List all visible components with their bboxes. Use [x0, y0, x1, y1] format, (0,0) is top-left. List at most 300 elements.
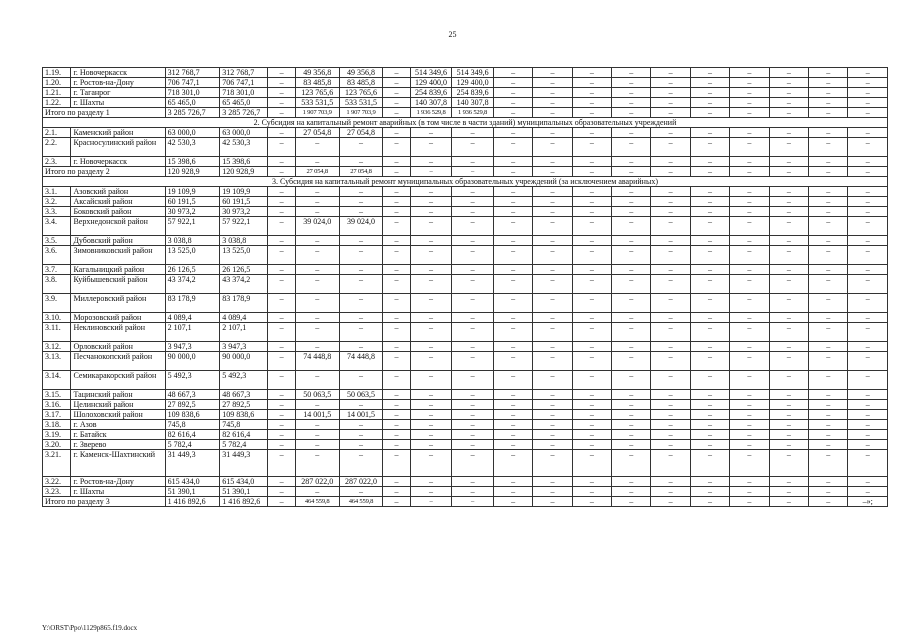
- total-label: Итого по разделу 3: [43, 497, 166, 507]
- table-cell: –: [452, 294, 494, 313]
- table-cell: –: [383, 352, 410, 371]
- table-cell: –: [295, 207, 339, 217]
- table-cell: –: [533, 265, 572, 275]
- table-cell: –: [493, 78, 532, 88]
- table-cell: –: [383, 138, 410, 157]
- table-cell: –: [295, 313, 339, 323]
- table-cell: –: [690, 187, 729, 197]
- table-cell: –: [730, 236, 769, 246]
- table-cell: –: [809, 400, 848, 410]
- row-number: 1.19.: [43, 68, 71, 78]
- table-cell: 27 892,5: [165, 400, 220, 410]
- table-cell: 1 936 529,8: [452, 108, 494, 118]
- table-cell: –: [383, 342, 410, 352]
- table-cell: –: [690, 265, 729, 275]
- table-cell: –: [452, 246, 494, 265]
- table-cell: –: [452, 352, 494, 371]
- table-cell: –: [612, 98, 651, 108]
- table-cell: –: [268, 487, 295, 497]
- table-cell: –: [268, 187, 295, 197]
- table-cell: 4 089,4: [220, 313, 268, 323]
- table-cell: –: [572, 246, 611, 265]
- table-cell: –: [383, 400, 410, 410]
- table-cell: 31 449,3: [165, 450, 220, 477]
- municipality-name: Тацинский район: [71, 390, 165, 400]
- table-cell: –: [572, 313, 611, 323]
- table-cell: 51 390,1: [165, 487, 220, 497]
- table-cell: –: [809, 477, 848, 487]
- table-cell: 5 492,3: [165, 371, 220, 390]
- table-cell: –: [848, 128, 888, 138]
- municipality-name: Боковский район: [71, 207, 165, 217]
- table-cell: 65 465,0: [220, 98, 268, 108]
- table-cell: –: [651, 78, 690, 88]
- table-cell: –: [690, 88, 729, 98]
- table-cell: –: [383, 487, 410, 497]
- table-cell: –: [612, 487, 651, 497]
- table-cell: –: [452, 420, 494, 430]
- table-cell: –: [730, 68, 769, 78]
- table-cell: 312 768,7: [165, 68, 220, 78]
- table-cell: –: [493, 167, 532, 177]
- table-cell: –: [848, 313, 888, 323]
- table-cell: –: [809, 246, 848, 265]
- table-cell: –: [809, 187, 848, 197]
- table-cell: –: [612, 78, 651, 88]
- table-cell: –: [268, 352, 295, 371]
- table-cell: 82 616,4: [165, 430, 220, 440]
- table-cell: –: [383, 128, 410, 138]
- section-title: 2. Субсидия на капитальный ремонт аварийных (в том числе в части зданий) муниципальных образовательных учреждений: [43, 118, 888, 128]
- row-number: 3.19.: [43, 430, 71, 440]
- table-row: [43, 128, 888, 138]
- table-cell: 3 947,3: [165, 342, 220, 352]
- table-cell: –: [339, 313, 383, 323]
- table-row: [43, 265, 888, 275]
- table-cell: 140 307,8: [410, 98, 452, 108]
- table-cell: –: [809, 275, 848, 294]
- table-cell: –: [533, 217, 572, 236]
- table-cell: –: [651, 410, 690, 420]
- table-cell: –: [809, 157, 848, 167]
- table-cell: 30 973,2: [165, 207, 220, 217]
- table-cell: –: [848, 217, 888, 236]
- table-cell: –: [410, 313, 452, 323]
- table-cell: –: [533, 497, 572, 507]
- table-row: [43, 197, 888, 207]
- table-cell: –: [809, 88, 848, 98]
- table-cell: –: [295, 187, 339, 197]
- table-cell: –: [268, 294, 295, 313]
- table-cell: –: [690, 236, 729, 246]
- table-row: [43, 390, 888, 400]
- section-header-row: [43, 177, 888, 187]
- table-cell: –: [848, 236, 888, 246]
- table-cell: –: [809, 352, 848, 371]
- table-cell: 312 768,7: [220, 68, 268, 78]
- table-cell: –: [651, 390, 690, 400]
- table-cell: –: [533, 68, 572, 78]
- table-cell: –: [730, 138, 769, 157]
- table-cell: –: [769, 246, 808, 265]
- table-cell: –: [848, 167, 888, 177]
- row-number: 3.14.: [43, 371, 71, 390]
- table-cell: 129 400,0: [410, 78, 452, 88]
- table-cell: –: [268, 207, 295, 217]
- table-cell: –: [809, 207, 848, 217]
- table-cell: –: [651, 450, 690, 477]
- table-cell: –: [848, 440, 888, 450]
- table-cell: –: [848, 187, 888, 197]
- table-cell: –: [493, 275, 532, 294]
- table-cell: 50 063,5: [295, 390, 339, 400]
- table-cell: –: [769, 430, 808, 440]
- table-cell: –: [268, 217, 295, 236]
- table-cell: –: [410, 400, 452, 410]
- municipality-name: Неклиновский район: [71, 323, 165, 342]
- table-cell: –: [848, 98, 888, 108]
- table-cell: –: [730, 275, 769, 294]
- table-cell: 13 525,0: [165, 246, 220, 265]
- page-number: 25: [448, 30, 457, 39]
- table-cell: 48 667,3: [165, 390, 220, 400]
- table-cell: –: [769, 440, 808, 450]
- table-cell: –: [493, 68, 532, 78]
- table-cell: –: [410, 450, 452, 477]
- table-cell: –: [533, 400, 572, 410]
- table-cell: –: [730, 197, 769, 207]
- table-cell: –: [572, 420, 611, 430]
- table-cell: –: [651, 197, 690, 207]
- table-cell: –: [533, 390, 572, 400]
- table-cell: –: [533, 275, 572, 294]
- table-cell: –: [769, 487, 808, 497]
- municipality-name: г. Зверево: [71, 440, 165, 450]
- table-cell: 27 054,8: [295, 128, 339, 138]
- table-cell: 5 782,4: [220, 440, 268, 450]
- table-cell: –: [268, 88, 295, 98]
- table-cell: –: [612, 450, 651, 477]
- table-cell: –: [572, 88, 611, 98]
- row-number: 3.15.: [43, 390, 71, 400]
- table-cell: –: [769, 167, 808, 177]
- municipality-name: Песчанокопский район: [71, 352, 165, 371]
- table-cell: –: [533, 371, 572, 390]
- table-cell: –: [769, 371, 808, 390]
- table-cell: –: [612, 197, 651, 207]
- table-cell: 19 109,9: [220, 187, 268, 197]
- table-cell: –: [730, 420, 769, 430]
- table-cell: –: [493, 371, 532, 390]
- table-cell: 123 765,6: [295, 88, 339, 98]
- table-cell: –: [690, 430, 729, 440]
- table-cell: –: [339, 420, 383, 430]
- table-cell: –: [295, 487, 339, 497]
- municipality-name: Целинский район: [71, 400, 165, 410]
- table-cell: –: [848, 342, 888, 352]
- table-cell: –: [383, 167, 410, 177]
- table-cell: –: [493, 390, 532, 400]
- table-cell: –: [769, 236, 808, 246]
- table-cell: –: [452, 313, 494, 323]
- table-cell: –: [612, 430, 651, 440]
- table-cell: –: [383, 450, 410, 477]
- table-cell: –: [690, 207, 729, 217]
- table-cell: –: [572, 78, 611, 88]
- municipality-name: г. Азов: [71, 420, 165, 430]
- row-number: 3.5.: [43, 236, 71, 246]
- table-cell: –: [612, 420, 651, 430]
- table-cell: –: [612, 477, 651, 487]
- table-cell: –: [651, 323, 690, 342]
- table-cell: –: [690, 371, 729, 390]
- table-cell: 464 559,8: [339, 497, 383, 507]
- table-cell: –: [690, 217, 729, 236]
- table-cell: –: [410, 420, 452, 430]
- table-cell: 90 000,0: [165, 352, 220, 371]
- table-cell: –: [410, 217, 452, 236]
- table-row: [43, 275, 888, 294]
- row-number: 3.16.: [43, 400, 71, 410]
- table-cell: 140 307,8: [452, 98, 494, 108]
- table-cell: 26 126,5: [165, 265, 220, 275]
- table-cell: –: [452, 275, 494, 294]
- table-cell: –: [295, 138, 339, 157]
- table-cell: –: [383, 420, 410, 430]
- table-cell: –: [848, 275, 888, 294]
- table-row: [43, 236, 888, 246]
- table-cell: –: [769, 138, 808, 157]
- table-cell: –: [493, 138, 532, 157]
- table-cell: –: [651, 217, 690, 236]
- table-row: [43, 187, 888, 197]
- table-cell: –: [769, 410, 808, 420]
- row-number: 3.20.: [43, 440, 71, 450]
- table-cell: –: [383, 430, 410, 440]
- table-cell: 1 907 703,9: [295, 108, 339, 118]
- table-cell: –: [690, 108, 729, 118]
- table-cell: –: [572, 187, 611, 197]
- table-cell: –: [769, 78, 808, 88]
- table-cell: –: [410, 440, 452, 450]
- table-cell: –: [533, 167, 572, 177]
- table-cell: 13 525,0: [220, 246, 268, 265]
- municipality-name: г. Шахты: [71, 487, 165, 497]
- table-cell: –: [493, 88, 532, 98]
- table-cell: 63 000,0: [165, 128, 220, 138]
- municipality-name: г. Новочеркасск: [71, 68, 165, 78]
- table-cell: –: [383, 217, 410, 236]
- section-title: 3. Субсидия на капитальный ремонт муниципальных образовательных учреждений (за исключением аварийных): [43, 177, 888, 187]
- table-cell: –: [493, 487, 532, 497]
- table-cell: –: [493, 477, 532, 487]
- table-cell: –: [493, 420, 532, 430]
- table-cell: –: [651, 342, 690, 352]
- municipality-name: Каменский район: [71, 128, 165, 138]
- table-cell: 129 400,0: [452, 78, 494, 88]
- table-cell: –: [848, 477, 888, 487]
- table-cell: –: [533, 78, 572, 88]
- table-cell: –: [572, 207, 611, 217]
- row-number: 3.9.: [43, 294, 71, 313]
- table-cell: –: [452, 157, 494, 167]
- municipality-name: Верхнедонской район: [71, 217, 165, 236]
- table-cell: –: [493, 294, 532, 313]
- table-cell: –: [493, 410, 532, 420]
- table-cell: –: [268, 138, 295, 157]
- table-cell: –: [690, 197, 729, 207]
- table-cell: 60 191,5: [165, 197, 220, 207]
- table-cell: –: [809, 390, 848, 400]
- table-cell: –: [493, 313, 532, 323]
- table-cell: 27 054,8: [339, 128, 383, 138]
- table-cell: –: [809, 420, 848, 430]
- table-cell: –: [295, 246, 339, 265]
- table-row: [43, 88, 888, 98]
- table-cell: –: [848, 390, 888, 400]
- table-cell: 50 063,5: [339, 390, 383, 400]
- table-cell: –: [383, 246, 410, 265]
- table-cell: –: [690, 477, 729, 487]
- table-cell: –: [452, 265, 494, 275]
- table-cell: –: [339, 157, 383, 167]
- table-cell: –: [410, 371, 452, 390]
- table-cell: –: [651, 497, 690, 507]
- table-cell: –: [383, 371, 410, 390]
- table-cell: 3 038,8: [220, 236, 268, 246]
- table-cell: 14 001,5: [339, 410, 383, 420]
- table-cell: 533 531,5: [339, 98, 383, 108]
- table-cell: –: [848, 197, 888, 207]
- table-cell: –: [493, 128, 532, 138]
- table-cell: –: [651, 275, 690, 294]
- table-cell: –: [612, 294, 651, 313]
- table-cell: –: [268, 440, 295, 450]
- table-cell: –: [651, 294, 690, 313]
- table-cell: –: [730, 477, 769, 487]
- table-cell: –: [295, 265, 339, 275]
- table-cell: –: [493, 440, 532, 450]
- row-number: 3.7.: [43, 265, 71, 275]
- table-cell: –: [809, 440, 848, 450]
- table-cell: –: [730, 294, 769, 313]
- table-cell: 15 398,6: [220, 157, 268, 167]
- table-cell: –: [572, 440, 611, 450]
- table-cell: –: [769, 400, 808, 410]
- table-cell: –: [295, 400, 339, 410]
- table-cell: –: [268, 400, 295, 410]
- table-cell: –: [690, 450, 729, 477]
- table-cell: –: [383, 497, 410, 507]
- table-cell: –: [651, 108, 690, 118]
- table-cell: –: [383, 88, 410, 98]
- table-cell: 19 109,9: [165, 187, 220, 197]
- table-cell: 14 001,5: [295, 410, 339, 420]
- table-cell: 31 449,3: [220, 450, 268, 477]
- municipality-name: Шолоховский район: [71, 410, 165, 420]
- table-cell: –: [268, 197, 295, 207]
- table-cell: –: [295, 450, 339, 477]
- table-cell: –: [410, 430, 452, 440]
- table-cell: –: [651, 371, 690, 390]
- table-cell: –: [730, 246, 769, 265]
- table-cell: –: [809, 487, 848, 497]
- municipality-name: г. Каменск-Шахтинский: [71, 450, 165, 477]
- table-cell: –: [572, 167, 611, 177]
- table-cell: 3 285 726,7: [165, 108, 220, 118]
- table-cell: –: [383, 197, 410, 207]
- section-header-row: [43, 118, 888, 128]
- table-cell: –: [493, 323, 532, 342]
- table-cell: –: [268, 342, 295, 352]
- table-cell: –: [690, 98, 729, 108]
- table-cell: 48 667,3: [220, 390, 268, 400]
- table-cell: –: [690, 400, 729, 410]
- table-cell: –: [572, 390, 611, 400]
- table-cell: –: [769, 313, 808, 323]
- table-cell: 123 765,6: [339, 88, 383, 98]
- table-cell: –: [809, 197, 848, 207]
- table-cell: –: [848, 265, 888, 275]
- municipality-name: Аксайский район: [71, 197, 165, 207]
- table-cell: –: [339, 430, 383, 440]
- table-cell: 718 301,0: [220, 88, 268, 98]
- table-cell: –: [809, 78, 848, 88]
- table-cell: –: [410, 487, 452, 497]
- table-row: [43, 410, 888, 420]
- table-cell: –: [533, 246, 572, 265]
- table-cell: –: [612, 390, 651, 400]
- table-cell: –: [339, 342, 383, 352]
- table-cell: –: [809, 138, 848, 157]
- table-cell: –: [383, 157, 410, 167]
- table-cell: –: [809, 430, 848, 440]
- table-cell: –: [533, 450, 572, 477]
- table-cell: –: [769, 450, 808, 477]
- table-cell: –: [533, 477, 572, 487]
- table-cell: –: [339, 265, 383, 275]
- table-cell: –: [612, 138, 651, 157]
- table-cell: –: [452, 207, 494, 217]
- table-cell: –: [493, 187, 532, 197]
- table-cell: –: [452, 430, 494, 440]
- row-number: 3.6.: [43, 246, 71, 265]
- table-cell: –: [690, 275, 729, 294]
- table-cell: –: [268, 371, 295, 390]
- table-cell: –: [690, 352, 729, 371]
- municipality-name: Красносулинский район: [71, 138, 165, 157]
- table-cell: –: [809, 450, 848, 477]
- municipality-name: Кагальницкий район: [71, 265, 165, 275]
- table-cell: –: [848, 157, 888, 167]
- table-cell: –: [690, 323, 729, 342]
- table-cell: –: [612, 440, 651, 450]
- table-cell: –: [383, 187, 410, 197]
- table-cell: –: [533, 108, 572, 118]
- table-cell: –: [572, 450, 611, 477]
- table-cell: –: [730, 265, 769, 275]
- table-cell: –: [651, 477, 690, 487]
- table-cell: –: [493, 236, 532, 246]
- table-cell: –: [612, 323, 651, 342]
- table-row: [43, 371, 888, 390]
- table-cell: –: [493, 197, 532, 207]
- table-cell: –: [730, 497, 769, 507]
- footer-file-path: Y:\ORST\Ppo\1129p865.f19.docx: [42, 624, 138, 632]
- table-cell: –: [493, 400, 532, 410]
- table-cell: –: [651, 98, 690, 108]
- table-cell: –: [339, 275, 383, 294]
